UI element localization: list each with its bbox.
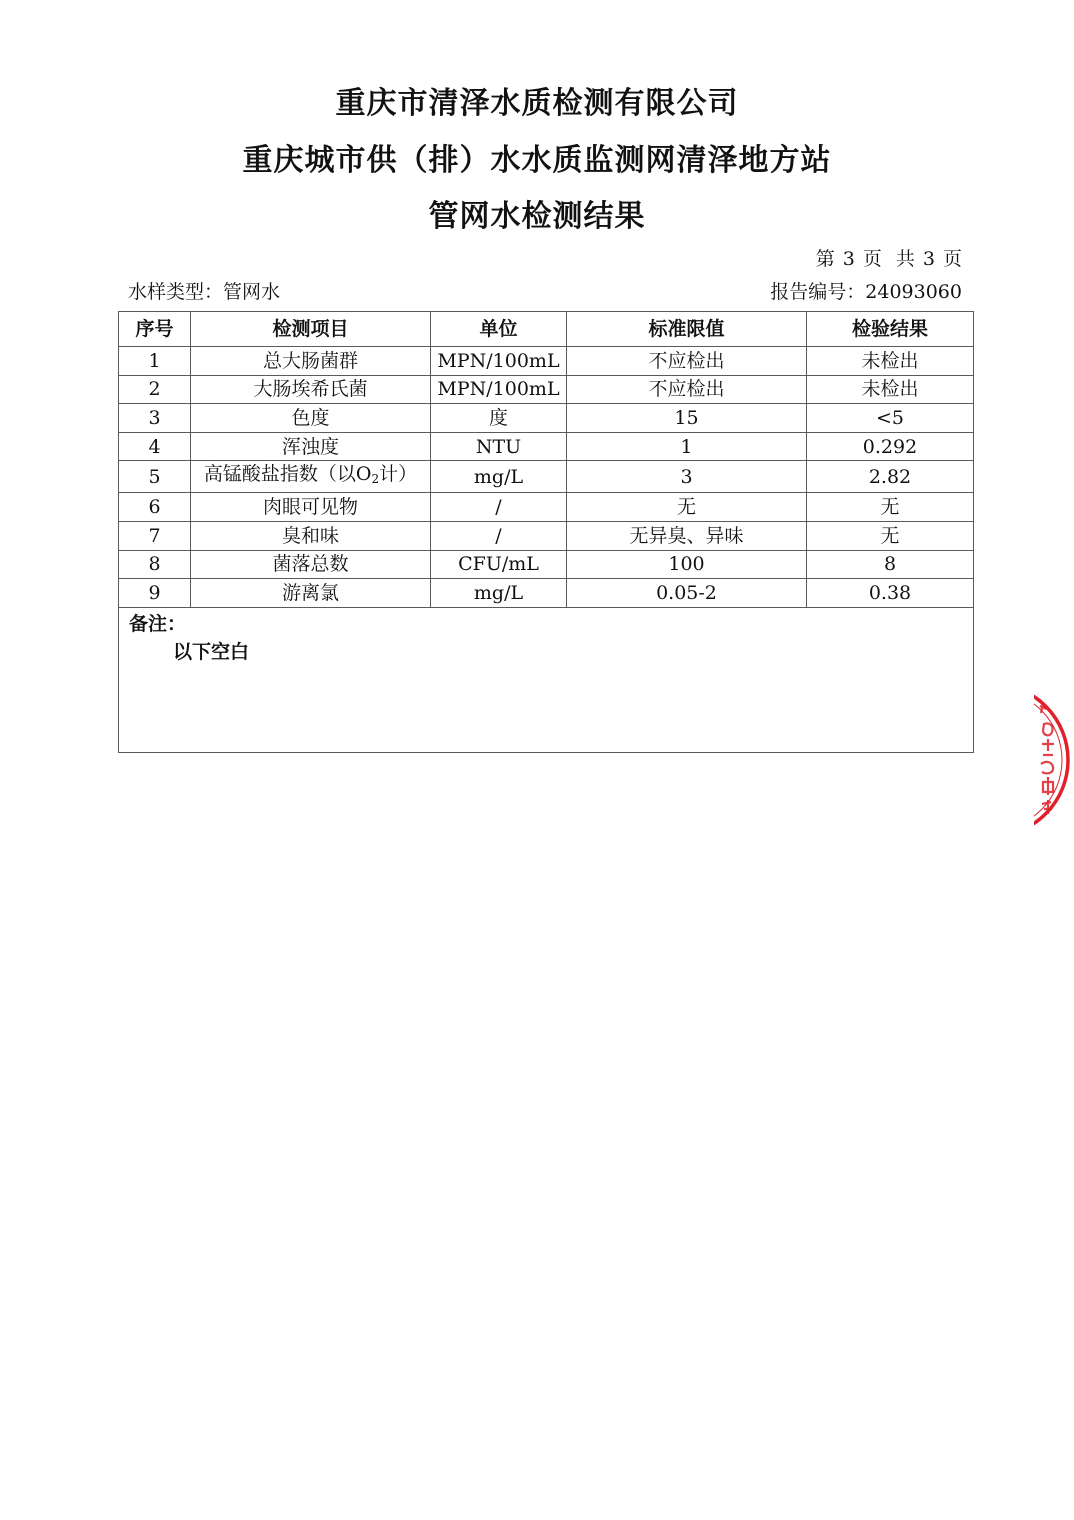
cell-unit: 度 — [431, 404, 567, 433]
results-table — [118, 311, 974, 753]
item-subscript: 2 — [371, 472, 380, 487]
cell-limit: 1 — [567, 432, 807, 461]
remarks-label: 备注： — [129, 612, 187, 635]
cell-no: 3 — [119, 404, 191, 433]
cell-unit: mg/L — [431, 461, 567, 493]
header-no: 序号 — [119, 312, 191, 347]
cell-unit: CFU/mL — [431, 550, 567, 579]
cell-unit: MPN/100mL — [431, 375, 567, 404]
page-prefix: 第 — [815, 248, 835, 270]
seal-icon — [1034, 680, 1074, 840]
cell-item: 色度 — [191, 404, 431, 433]
header-item: 检测项目 — [191, 312, 431, 347]
table-row — [119, 375, 974, 404]
table-header-row — [119, 312, 974, 347]
cell-item: 大肠埃希氏菌 — [191, 375, 431, 404]
cell-no: 4 — [119, 432, 191, 461]
cell-no: 9 — [119, 579, 191, 608]
cell-item: 游离氯 — [191, 579, 431, 608]
cell-no: 2 — [119, 375, 191, 404]
table-row — [119, 404, 974, 433]
total-suffix: 页 — [942, 248, 962, 270]
cell-no: 1 — [119, 347, 191, 376]
station-title: 重庆城市供（排）水水质监测网清泽地方站 — [242, 143, 832, 178]
cell-result: 8 — [807, 550, 974, 579]
sample-type: 水样类型：管网水 — [128, 281, 281, 303]
table-row — [119, 579, 974, 608]
cell-result: 0.292 — [807, 432, 974, 461]
header-unit: 单位 — [431, 312, 567, 347]
remarks-row — [119, 607, 974, 752]
item-text-pre: 高锰酸盐指数（以O — [203, 463, 372, 486]
cell-unit: / — [431, 521, 567, 550]
cell-unit: NTU — [431, 432, 567, 461]
table-row — [119, 347, 974, 376]
cell-limit: 3 — [567, 461, 807, 493]
page-total: 3 — [922, 248, 935, 270]
cell-result: 0.38 — [807, 579, 974, 608]
cell-result: <5 — [807, 404, 974, 433]
report-title: 管网水检测结果 — [428, 199, 646, 234]
cell-limit: 0.05-2 — [567, 579, 807, 608]
cell-item: 总大肠菌群 — [191, 347, 431, 376]
remarks-text: 以下空白 — [173, 640, 250, 663]
cell-item: 浑浊度 — [191, 432, 431, 461]
cell-limit: 100 — [567, 550, 807, 579]
cell-no: 7 — [119, 521, 191, 550]
table-row — [119, 550, 974, 579]
cell-limit: 不应检出 — [567, 375, 807, 404]
cell-item — [191, 461, 431, 493]
cell-limit: 无异臭、异味 — [567, 521, 807, 550]
report-number: 报告编号：24093060 — [770, 281, 962, 303]
cell-unit: MPN/100mL — [431, 347, 567, 376]
cell-no: 6 — [119, 493, 191, 522]
cell-result: 2.82 — [807, 461, 974, 493]
cell-no: 8 — [119, 550, 191, 579]
cell-item: 肉眼可见物 — [191, 493, 431, 522]
cell-item: 菌落总数 — [191, 550, 431, 579]
table-row — [119, 521, 974, 550]
cell-result: 无 — [807, 521, 974, 550]
cell-limit: 无 — [567, 493, 807, 522]
item-text-post: 计） — [379, 463, 418, 486]
table-row — [119, 432, 974, 461]
page-number: 3 — [842, 248, 855, 270]
cell-item: 臭和味 — [191, 521, 431, 550]
cell-limit: 15 — [567, 404, 807, 433]
cell-result: 未检出 — [807, 347, 974, 376]
header-limit: 标准限值 — [567, 312, 807, 347]
cell-result: 未检出 — [807, 375, 974, 404]
page-indicator — [816, 246, 962, 272]
cell-result: 无 — [807, 493, 974, 522]
page-suffix: 页 — [862, 248, 882, 270]
cell-unit: mg/L — [431, 579, 567, 608]
header-result: 检验结果 — [807, 312, 974, 347]
total-prefix: 共 — [895, 248, 915, 270]
remarks-cell — [119, 607, 974, 752]
cell-no: 5 — [119, 461, 191, 493]
official-seal-stamp — [1034, 680, 1074, 840]
table-row — [119, 461, 974, 493]
cell-unit: / — [431, 493, 567, 522]
company-title: 重庆市清泽水质检测有限公司 — [335, 86, 739, 121]
cell-limit: 不应检出 — [567, 347, 807, 376]
table-row — [119, 493, 974, 522]
